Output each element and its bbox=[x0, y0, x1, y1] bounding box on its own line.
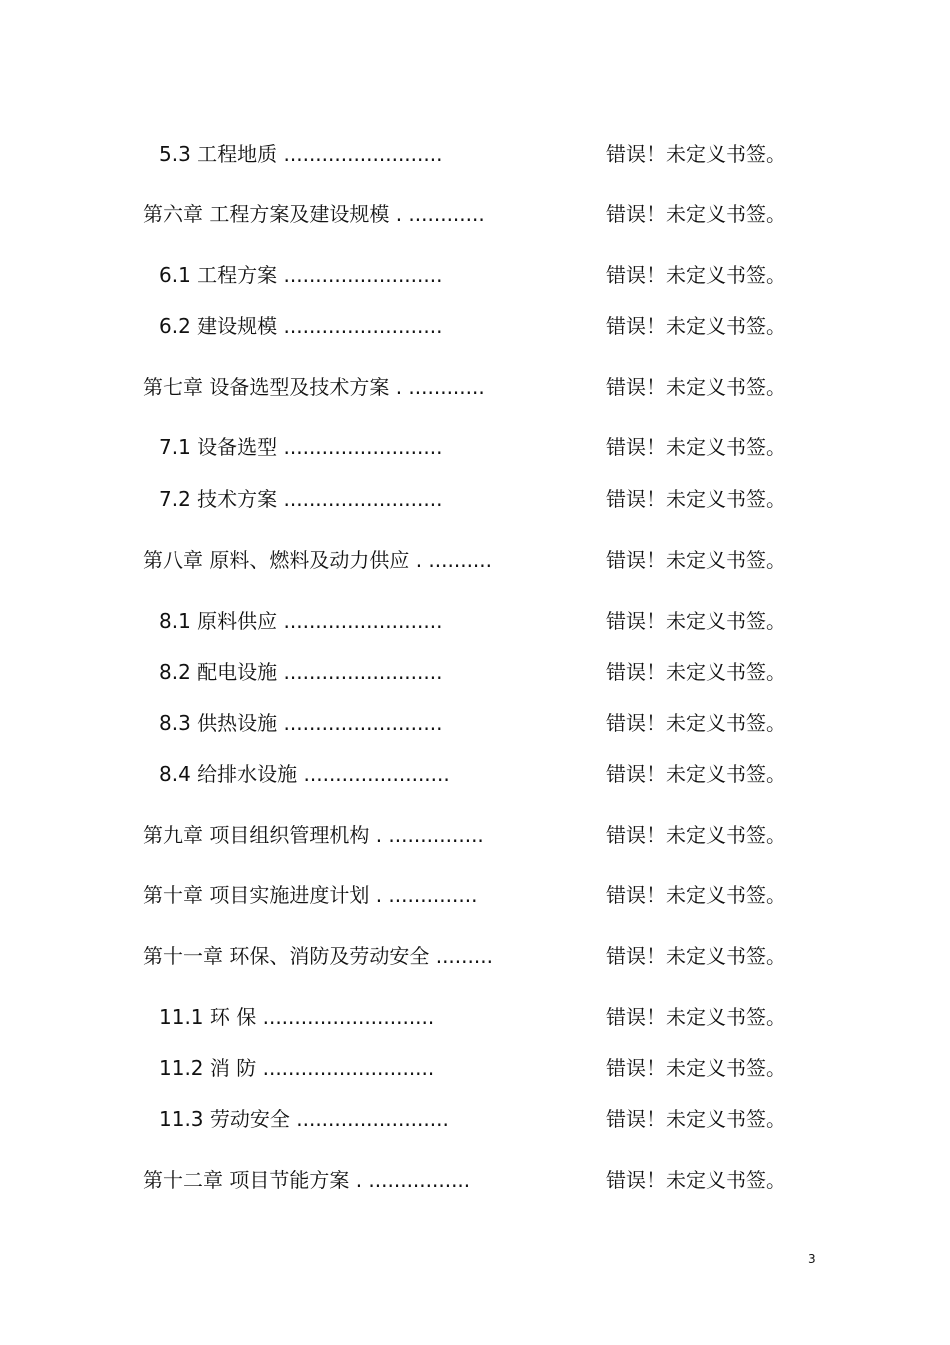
toc-entry-status: 错误！未定义书签。 bbox=[606, 314, 786, 338]
toc-entry-status: 错误！未定义书签。 bbox=[606, 883, 786, 907]
toc-entry-status: 错误！未定义书签。 bbox=[606, 142, 786, 166]
toc-entry-title: 第十章 项目实施进度计划 . .............. bbox=[143, 883, 478, 907]
toc-entry bbox=[0, 657, 950, 687]
toc-entry bbox=[0, 432, 950, 462]
toc-entry-title: 第十一章 环保、消防及劳动安全 ......... bbox=[143, 944, 493, 968]
toc-entry-status: 错误！未定义书签。 bbox=[606, 548, 786, 572]
toc-entry bbox=[0, 545, 950, 575]
toc-entry bbox=[0, 372, 950, 402]
toc-entry-title: 5.3 工程地质 ......................... bbox=[159, 142, 443, 166]
toc-entry-title: 第七章 设备选型及技术方案 . ............ bbox=[143, 375, 485, 399]
toc-entry bbox=[0, 606, 950, 636]
toc-entry-title: 第八章 原料、燃料及动力供应 . .......... bbox=[143, 548, 493, 572]
toc-entry-status: 错误！未定义书签。 bbox=[606, 762, 786, 786]
toc-entry-status: 错误！未定义书签。 bbox=[606, 202, 786, 226]
toc-entry bbox=[0, 1053, 950, 1083]
toc-entry-title: 11.3 劳动安全 ........................ bbox=[159, 1107, 449, 1131]
toc-entry bbox=[0, 759, 950, 789]
toc-entry-title: 第十二章 项目节能方案 . ................ bbox=[143, 1168, 471, 1192]
toc-entry-title: 6.2 建设规模 ......................... bbox=[159, 314, 443, 338]
toc-entry-title: 第六章 工程方案及建设规模 . ............ bbox=[143, 202, 485, 226]
toc-entry-status: 错误！未定义书签。 bbox=[606, 263, 786, 287]
toc-entry bbox=[0, 484, 950, 514]
toc-entry bbox=[0, 139, 950, 169]
toc-entry bbox=[0, 1165, 950, 1195]
toc-entry-title: 11.2 消 防 ........................... bbox=[159, 1056, 435, 1080]
toc-entry-status: 错误！未定义书签。 bbox=[606, 944, 786, 968]
toc-entry-title: 8.1 原料供应 ......................... bbox=[159, 609, 443, 633]
toc-entry-status: 错误！未定义书签。 bbox=[606, 823, 786, 847]
toc-entry-status: 错误！未定义书签。 bbox=[606, 609, 786, 633]
toc-entry-status: 错误！未定义书签。 bbox=[606, 711, 786, 735]
toc-entry-title: 8.3 供热设施 ......................... bbox=[159, 711, 443, 735]
toc-entry-status: 错误！未定义书签。 bbox=[606, 375, 786, 399]
toc-entry bbox=[0, 311, 950, 341]
toc-entry-status: 错误！未定义书签。 bbox=[606, 1168, 786, 1192]
toc-entry-status: 错误！未定义书签。 bbox=[606, 435, 786, 459]
page-number: 3 bbox=[808, 1252, 816, 1266]
toc-entry-title: 6.1 工程方案 ......................... bbox=[159, 263, 443, 287]
toc-entry-status: 错误！未定义书签。 bbox=[606, 487, 786, 511]
toc-entry bbox=[0, 1104, 950, 1134]
toc-entry-status: 错误！未定义书签。 bbox=[606, 1107, 786, 1131]
toc-entry-status: 错误！未定义书签。 bbox=[606, 1056, 786, 1080]
toc-entry bbox=[0, 820, 950, 850]
toc-entry bbox=[0, 260, 950, 290]
toc-entry bbox=[0, 1002, 950, 1032]
toc-entry-title: 7.1 设备选型 ......................... bbox=[159, 435, 443, 459]
toc-entry-title: 8.4 给排水设施 ....................... bbox=[159, 762, 450, 786]
toc-entry bbox=[0, 708, 950, 738]
toc-entry-title: 7.2 技术方案 ......................... bbox=[159, 487, 443, 511]
toc-entry bbox=[0, 880, 950, 910]
toc-entry-title: 11.1 环 保 ........................... bbox=[159, 1005, 435, 1029]
toc-entry-title: 第九章 项目组织管理机构 . ............... bbox=[143, 823, 484, 847]
toc-entry-title: 8.2 配电设施 ......................... bbox=[159, 660, 443, 684]
toc-entry-status: 错误！未定义书签。 bbox=[606, 660, 786, 684]
toc-entry bbox=[0, 199, 950, 229]
toc-entry-status: 错误！未定义书签。 bbox=[606, 1005, 786, 1029]
toc-entry bbox=[0, 941, 950, 971]
